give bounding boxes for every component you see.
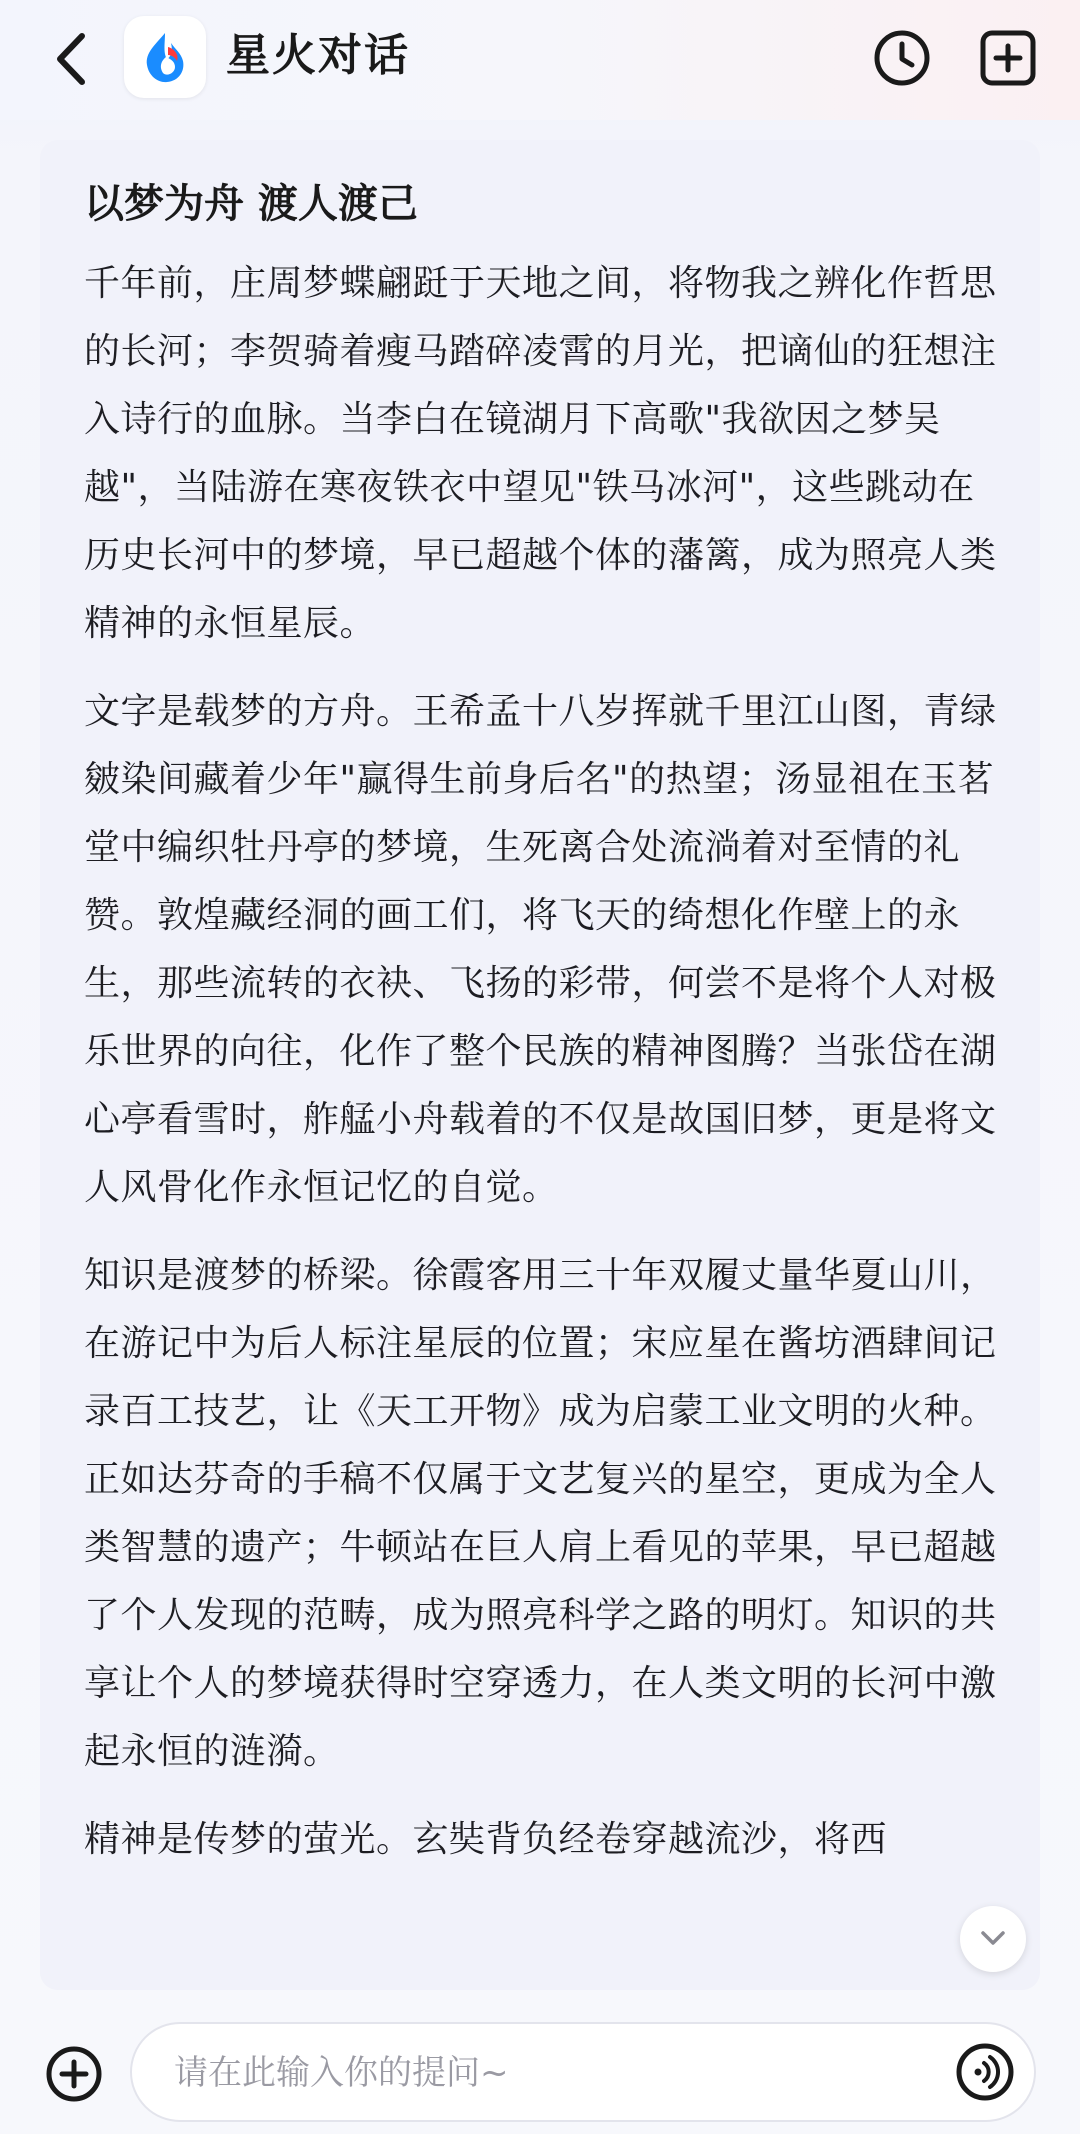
essay-title: 以梦为舟 渡人渡己: [84, 181, 418, 227]
chevron-left-icon: [44, 24, 104, 94]
top-bar: [0, 0, 1080, 120]
attach-button[interactable]: [44, 2044, 104, 2104]
answer-card: [40, 140, 1040, 1990]
essay-paragraph: 精神是传梦的萤光。玄奘背负经卷穿越流沙，将西: [84, 1819, 888, 1860]
essay-paragraph: 知识是渡梦的桥梁。徐霞客用三十年双履丈量华夏山川，在游记中为后人标注星辰的位置；宋应星在酱坊酒肆间记录百工技艺，让《天工开物》成为启蒙工业文明的火种。正如达芬奇的手稿不仅属于文艺复兴的星空，更成为全人类智慧的遗产；牛顿站在巨人肩上看见的苹果，早已超越了个人发现的范畴，成为照亮科学之路的明灯。知识的共享让个人的梦境获得时空穿透力，在人类文明的长河中激起永恒的涟漪。: [84, 1255, 997, 1772]
new-chat-button[interactable]: [978, 28, 1038, 88]
spark-flame-logo-icon: [135, 27, 195, 87]
plus-circle-icon: [44, 2044, 104, 2104]
clock-icon: [872, 28, 932, 88]
essay: [84, 176, 1004, 1894]
voice-wave-icon: [954, 2041, 1016, 2103]
essay-paragraph: 千年前，庄周梦蝶翩跹于天地之间，将物我之辨化作哲思的长河；李贺骑着瘦马踏碎凌霄的月光，把谪仙的狂想注入诗行的血脉。当李白在镜湖月下高歌"我欲因之梦吴越"，当陆游在寒夜铁衣中望见"铁马冰河"，这些跳动在历史长河中的梦境，早已超越个体的藩篱，成为照亮人类精神的永恒星辰。: [84, 263, 997, 644]
page-title: 星火对话: [226, 30, 410, 81]
chevron-down-icon: [979, 1928, 1007, 1950]
bottom-fade: [40, 1930, 1040, 1990]
plus-square-icon: [978, 28, 1038, 88]
history-button[interactable]: [872, 28, 932, 88]
scroll-to-bottom-button[interactable]: [960, 1906, 1026, 1972]
composer-bar: [0, 1992, 1080, 2134]
question-input[interactable]: [172, 2044, 876, 2102]
back-button[interactable]: [44, 24, 104, 94]
voice-button[interactable]: [954, 2041, 1016, 2103]
essay-paragraph: 文字是载梦的方舟。王希孟十八岁挥就千里江山图，青绿皴染间藏着少年"赢得生前身后名"的热望；汤显祖在玉茗堂中编织牡丹亭的梦境，生死离合处流淌着对至情的礼赞。敦煌藏经洞的画工们，将飞天的绮想化作壁上的永生，那些流转的衣袂、飞扬的彩带，何尝不是将个人对极乐世界的向往，化作了整个民族的精神图腾？当张岱在湖心亭看雪时，舴艋小舟载着的不仅是故国旧梦，更是将文人风骨化作永恒记忆的自觉。: [84, 691, 997, 1208]
app-logo: [124, 16, 206, 98]
question-input-box[interactable]: [130, 2022, 1036, 2122]
